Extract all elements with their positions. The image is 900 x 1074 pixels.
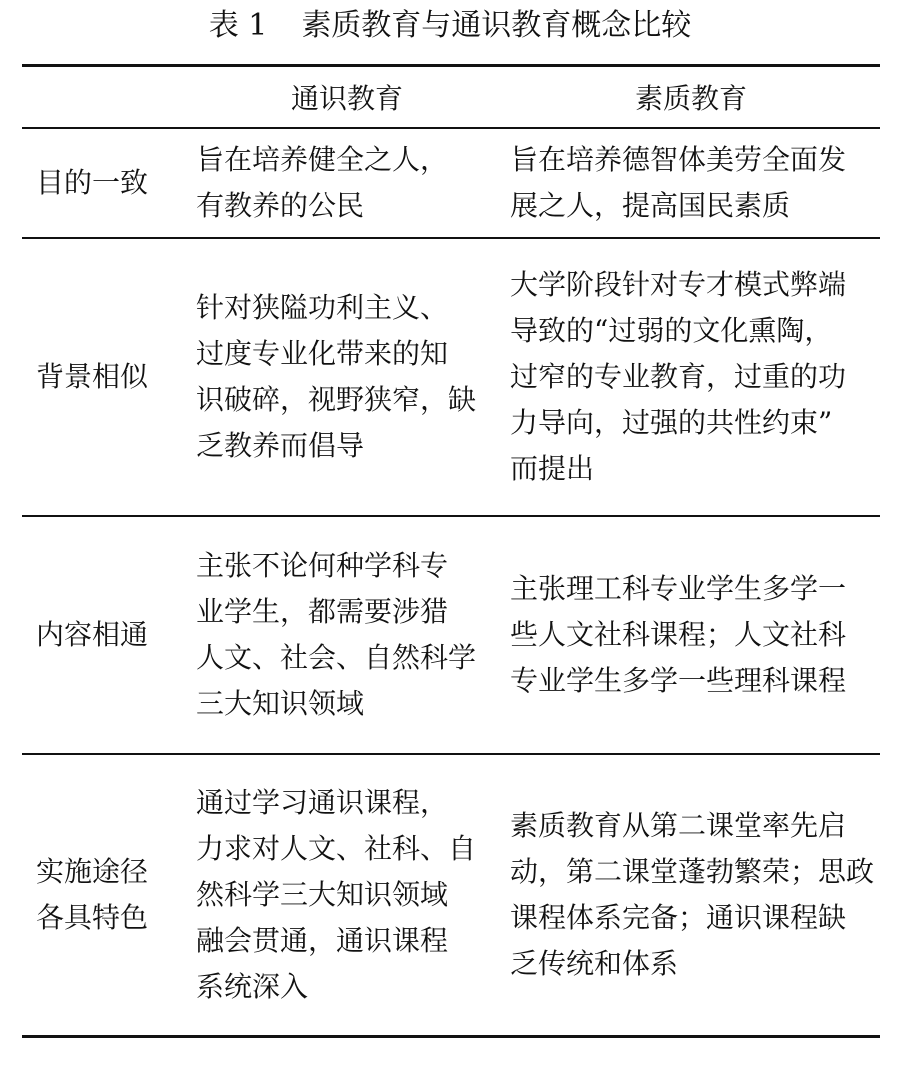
table-title: 素质教育与通识教育概念比较 — [301, 8, 692, 43]
row-label: 目的一致 — [22, 128, 192, 238]
general-education-cell: 主张不论何种学科专 业学生，都需要涉猎 人文、社会、自然科学 三大知识领域 — [192, 516, 502, 754]
table-row — [22, 238, 880, 516]
table-row — [22, 516, 880, 754]
table-caption — [0, 6, 900, 46]
header-cell-empty — [22, 66, 192, 129]
general-education-cell: 通过学习通识课程， 力求对人文、社科、自 然科学三大知识领域 融会贯通，通识课程 系统深入 — [192, 754, 502, 1037]
header-cell-quality-education: 素质教育 — [502, 66, 880, 129]
row-label: 内容相通 — [22, 516, 192, 754]
quality-education-cell: 旨在培养德智体美劳全面发 展之人，提高国民素质 — [502, 128, 880, 238]
header-cell-general-education: 通识教育 — [192, 66, 502, 129]
table-number: 表 1 — [208, 8, 268, 43]
header-row — [22, 66, 880, 129]
table-row — [22, 754, 880, 1037]
quality-education-cell: 大学阶段针对专才模式弊端 导致的“过弱的文化熏陶， 过窄的专业教育，过重的功 力导向，过强的共性约束” 而提出 — [502, 238, 880, 516]
general-education-cell: 针对狭隘功利主义、 过度专业化带来的知 识破碎，视野狭窄，缺 乏教养而倡导 — [192, 238, 502, 516]
quality-education-cell: 主张理工科专业学生多学一 些人文社科课程；人文社科 专业学生多学一些理科课程 — [502, 516, 880, 754]
row-label: 背景相似 — [22, 238, 192, 516]
comparison-table — [22, 64, 880, 1038]
general-education-cell: 旨在培养健全之人， 有教养的公民 — [192, 128, 502, 238]
row-label: 实施途径 各具特色 — [22, 754, 192, 1037]
quality-education-cell: 素质教育从第二课堂率先启 动，第二课堂蓬勃繁荣；思政 课程体系完备；通识课程缺 乏传统和体系 — [502, 754, 880, 1037]
table-row — [22, 128, 880, 238]
